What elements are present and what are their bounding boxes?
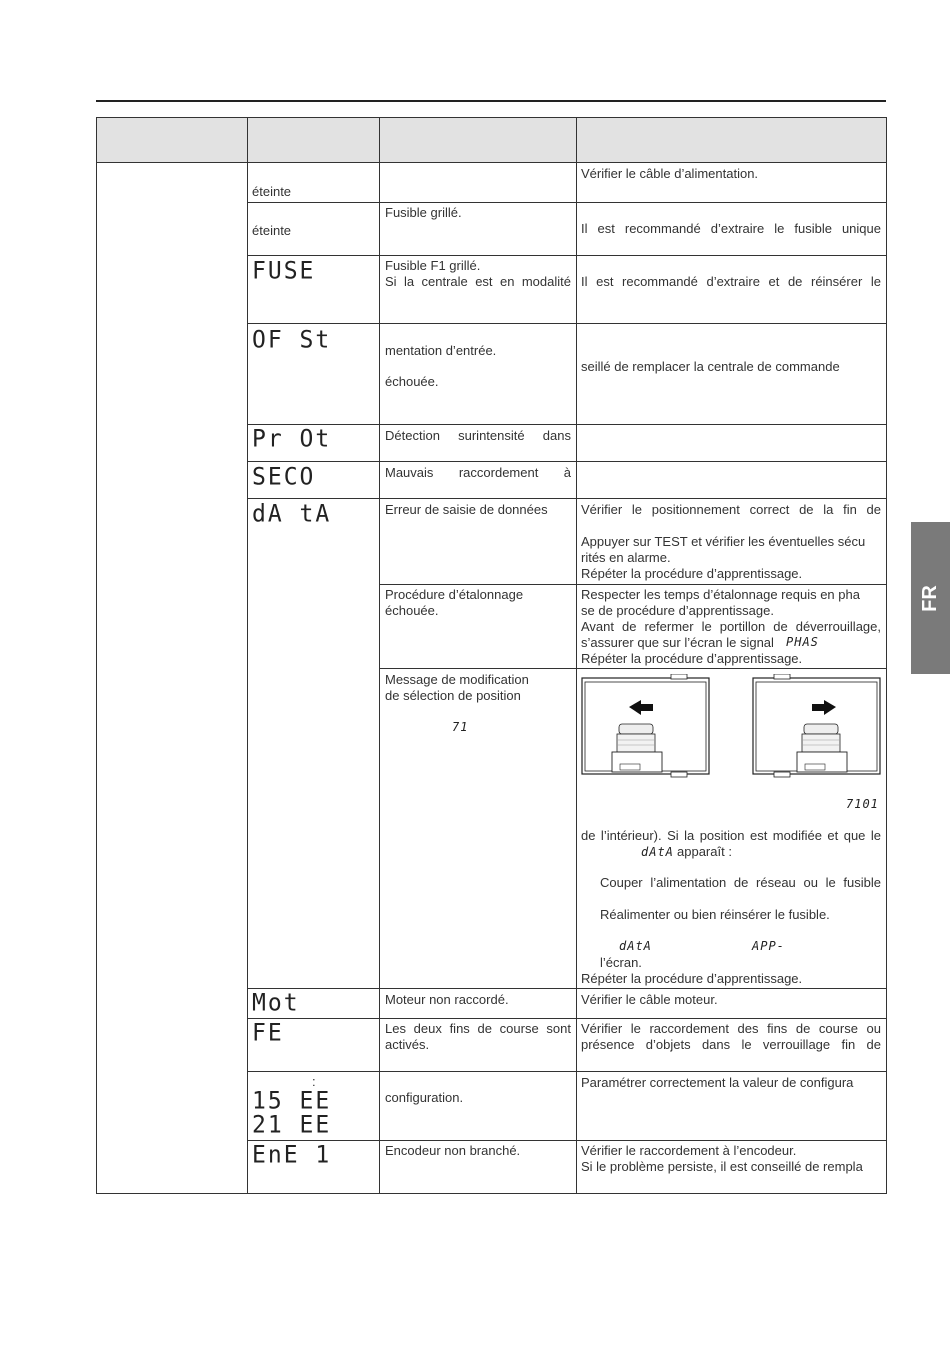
r5-cause: Détection surintensité dans xyxy=(385,428,571,443)
r9-cause-code: 71 xyxy=(452,720,469,734)
r11-cause-2: activés. xyxy=(385,1037,430,1052)
r9-solution-2: apparaît : xyxy=(677,844,732,859)
r11-code: FE xyxy=(252,1019,284,1047)
category-cell xyxy=(96,162,248,1194)
r8-solution-3: Avant de refermer le portillon de déverrouillage, xyxy=(581,619,881,634)
r9-cause-1: Message de modification xyxy=(385,672,529,687)
r12-code-2: 21 EE xyxy=(252,1111,332,1139)
r7-solution-2: Appuyer sur TEST et vérifier les éventuelles sécu xyxy=(581,534,866,549)
r3-code: FUSE xyxy=(252,257,316,285)
r8-solution-5: Répéter la procédure d’apprentissage. xyxy=(581,651,803,666)
r13-solution-1: Vérifier le raccordement à l’encodeur. xyxy=(581,1143,797,1158)
r10-cause: Moteur non raccordé. xyxy=(385,992,509,1007)
r4-solution: seillé de remplacer la centrale de commande xyxy=(581,359,840,374)
r9-solution-code-1: 7101 xyxy=(846,797,879,811)
r2-solution: Il est recommandé d’extraire le fusible unique xyxy=(581,221,881,236)
r8-solution-1: Respecter les temps d’étalonnage requis en pha xyxy=(581,587,860,602)
header-cell-1 xyxy=(96,117,248,163)
r12-cause-cell xyxy=(379,1071,577,1141)
r9-solution-7: Répéter la procédure d’apprentissage. xyxy=(581,971,803,986)
r9-solution-6: l’écran. xyxy=(600,955,642,970)
language-tab xyxy=(911,522,950,674)
r6-solution-cell xyxy=(576,461,887,499)
r7-code: dA tA xyxy=(252,500,332,528)
r7-solution-1: Vérifier le positionnement correct de la fin de xyxy=(581,502,881,517)
gate-right-illustration xyxy=(752,674,882,780)
r11-solution-1: Vérifier le raccordement des fins de course ou xyxy=(581,1021,881,1036)
r8-solution-4-code: PHAS xyxy=(786,635,819,649)
header-cell-2 xyxy=(247,117,380,163)
r9-solution-4: Réalimenter ou bien réinsérer le fusible. xyxy=(600,907,830,922)
r7-solution-4: Répéter la procédure d’apprentissage. xyxy=(581,566,803,581)
r3-cause-2: Si la centrale est en modalité xyxy=(385,274,571,289)
r12-solution: Paramétrer correctement la valeur de configura xyxy=(581,1075,854,1090)
r5-code: Pr Ot xyxy=(252,425,332,453)
r12-code-1: 15 EE xyxy=(252,1087,332,1115)
language-tab-label: FR xyxy=(918,584,941,612)
r7-display-cell xyxy=(247,498,380,989)
top-rule xyxy=(96,100,886,102)
r9-solution-1: de l’intérieur). Si la position est modifiée et que le xyxy=(581,828,881,843)
r2-cause: Fusible grillé. xyxy=(385,205,462,220)
r13-code: EnE 1 xyxy=(252,1141,332,1169)
r6-cause: Mauvais raccordement à xyxy=(385,465,571,480)
r8-cause-2: échouée. xyxy=(385,603,439,618)
r4-cause-1: mentation d’entrée. xyxy=(385,343,497,358)
r3-cause-1: Fusible F1 grillé. xyxy=(385,258,481,273)
r11-solution-2: présence d’objets dans le verrouillage fin de xyxy=(581,1037,881,1052)
r1-cause-cell xyxy=(379,162,577,203)
r4-cause-2: échouée. xyxy=(385,374,439,389)
r12-cause: configuration. xyxy=(385,1090,464,1105)
r9-cause-2: de sélection de position xyxy=(385,688,521,703)
r3-solution: Il est recommandé d’extraire et de réinsérer le xyxy=(581,274,881,289)
r6-code: SECO xyxy=(252,463,316,491)
header-cell-4 xyxy=(576,117,887,163)
r9-solution-5-code-b: APP- xyxy=(752,939,785,953)
r9-solution-2-code: dAtA xyxy=(641,845,674,859)
r9-solution-5-code-a: dAtA xyxy=(619,939,652,953)
gate-left-illustration xyxy=(581,674,711,780)
r1-display: éteinte xyxy=(252,184,292,199)
r13-solution-2: Si le problème persiste, il est conseillé de rempla xyxy=(581,1159,863,1174)
r9-solution-3: Couper l’alimentation de réseau ou le fusible xyxy=(600,875,881,890)
r8-solution-4: s’assurer que sur l’écran le signal xyxy=(581,635,774,650)
r4-code: OF St xyxy=(252,326,332,354)
r7-cause: Erreur de saisie de données xyxy=(385,502,548,517)
r9-cause-cell xyxy=(379,668,577,989)
r10-code: Mot xyxy=(252,989,300,1017)
r2-display: éteinte xyxy=(252,223,292,238)
r12-colon: : xyxy=(312,1074,316,1089)
r10-solution: Vérifier le câble moteur. xyxy=(581,992,718,1007)
header-cell-3 xyxy=(379,117,577,163)
r1-solution: Vérifier le câble d’alimentation. xyxy=(581,166,759,181)
r13-cause: Encodeur non branché. xyxy=(385,1143,521,1158)
r8-cause-1: Procédure d’étalonnage xyxy=(385,587,524,602)
r5-solution-cell xyxy=(576,424,887,462)
r11-cause-1: Les deux fins de course sont xyxy=(385,1021,571,1036)
r8-solution-2: se de procédure d’apprentissage. xyxy=(581,603,774,618)
r7-solution-3: rités en alarme. xyxy=(581,550,671,565)
